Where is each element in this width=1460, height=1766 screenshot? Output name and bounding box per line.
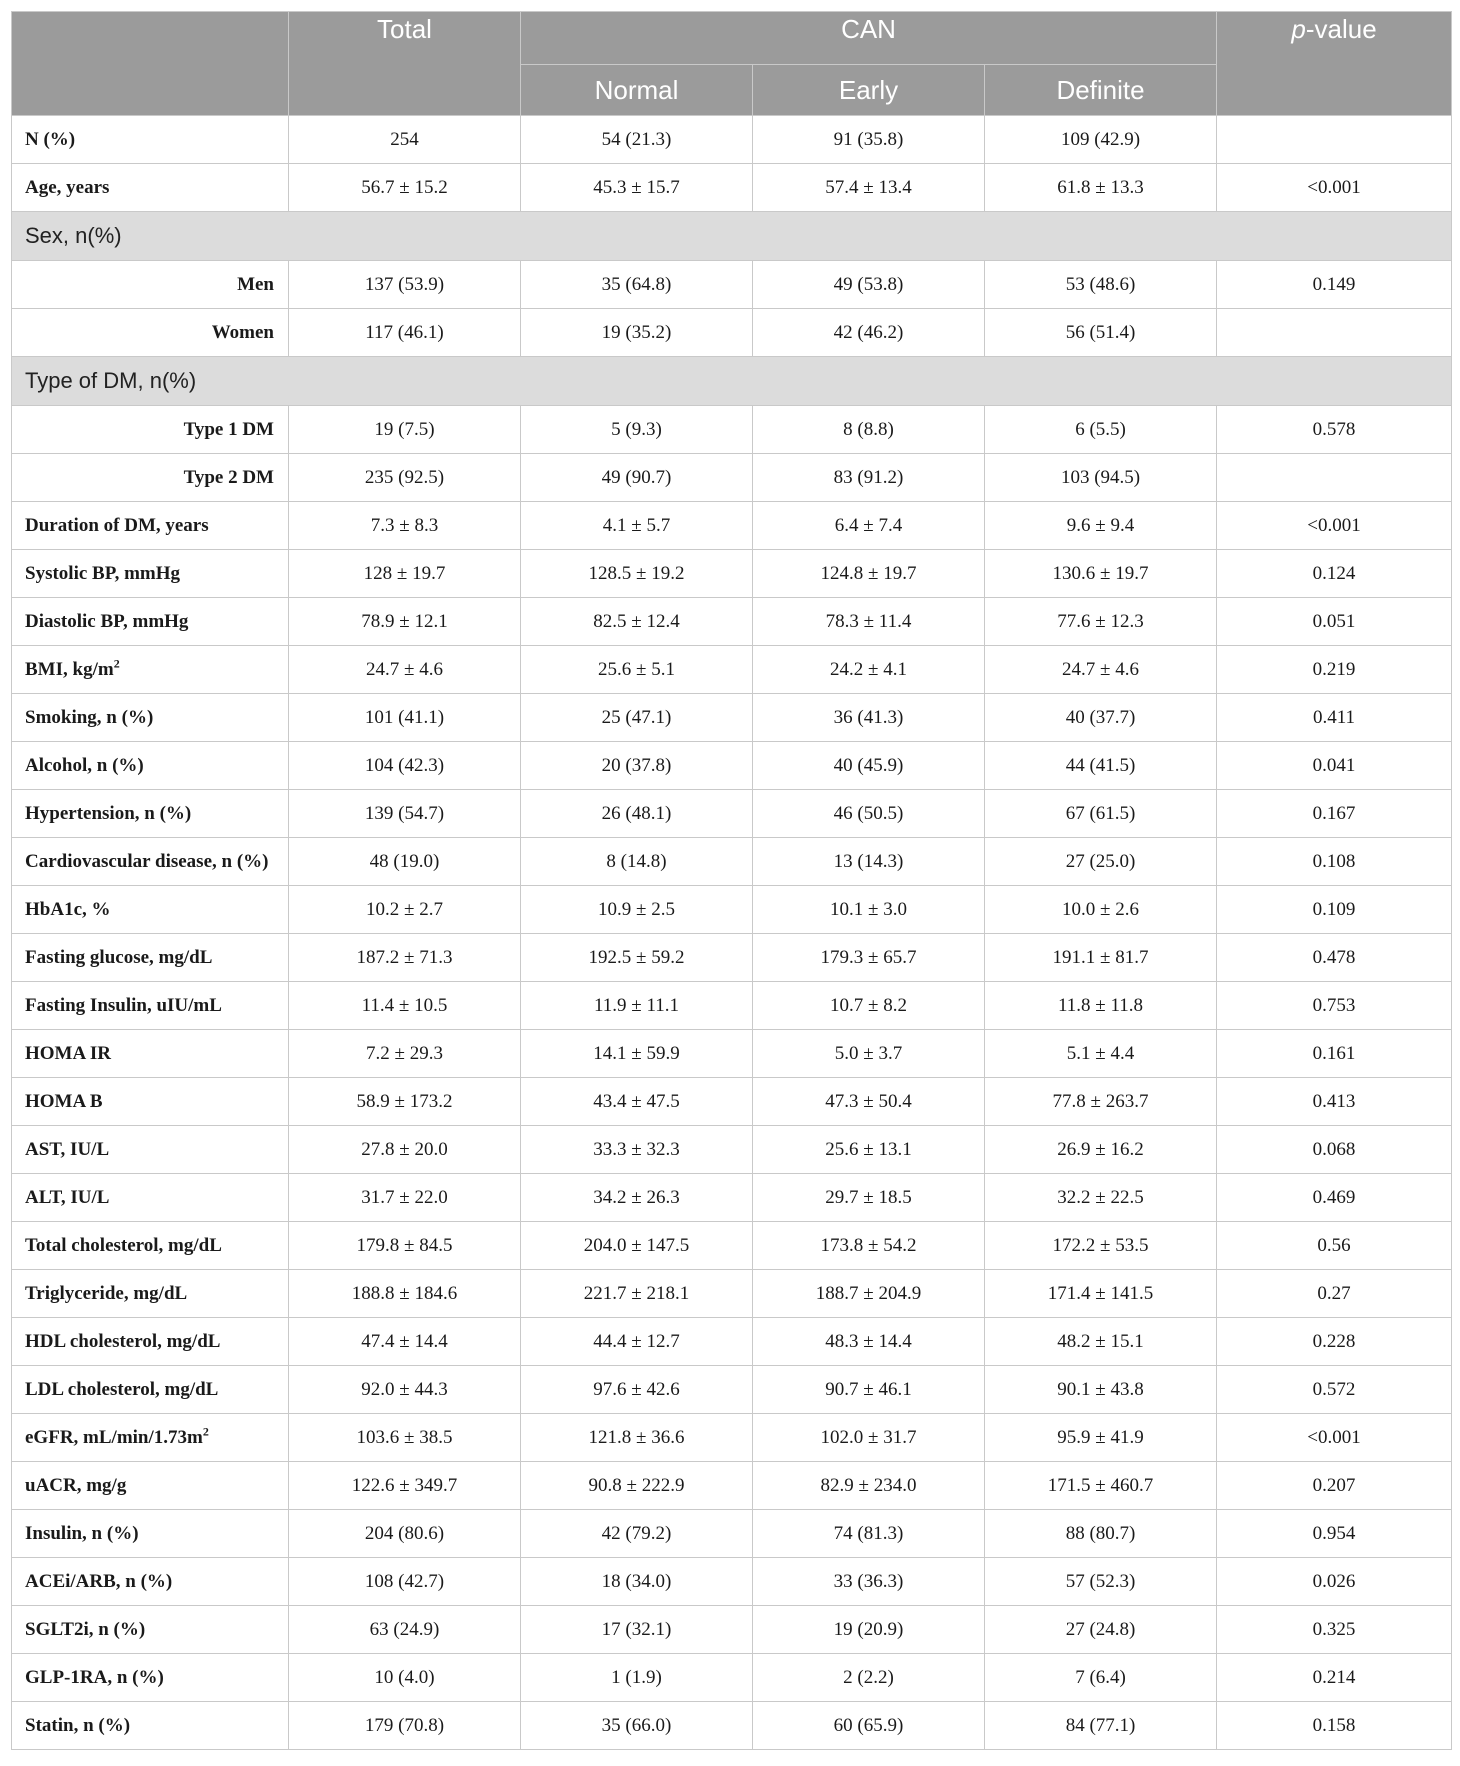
row-label-text: Hypertension, n (%) bbox=[25, 802, 192, 824]
cell-early: 91 (35.8) bbox=[753, 116, 985, 164]
cell-definite: 130.6 ± 19.7 bbox=[985, 550, 1217, 598]
table-row bbox=[12, 1606, 1452, 1654]
row-label-text: Total cholesterol, mg/dL bbox=[25, 1234, 222, 1256]
cell-pvalue: 0.228 bbox=[1217, 1318, 1452, 1366]
cell-pvalue: <0.001 bbox=[1217, 1414, 1452, 1462]
cell-early: 78.3 ± 11.4 bbox=[753, 598, 985, 646]
cell-total: 179 (70.8) bbox=[289, 1702, 521, 1750]
section-label: Sex, n(%) bbox=[12, 212, 1452, 261]
header-blank-cell bbox=[12, 12, 289, 116]
cell-normal: 204.0 ± 147.5 bbox=[521, 1222, 753, 1270]
cell-total: 137 (53.9) bbox=[289, 261, 521, 309]
header-early: Early bbox=[753, 65, 985, 116]
cell-early: 24.2 ± 4.1 bbox=[753, 646, 985, 694]
row-label-text: Fasting glucose, mg/dL bbox=[25, 946, 213, 968]
row-label bbox=[12, 598, 289, 646]
row-label-text: Insulin, n (%) bbox=[25, 1522, 139, 1544]
cell-pvalue: 0.478 bbox=[1217, 934, 1452, 982]
row-label bbox=[12, 1126, 289, 1174]
cell-definite: 9.6 ± 9.4 bbox=[985, 502, 1217, 550]
cell-early: 8 (8.8) bbox=[753, 406, 985, 454]
cell-total: 101 (41.1) bbox=[289, 694, 521, 742]
cell-pvalue: 0.214 bbox=[1217, 1654, 1452, 1702]
row-label bbox=[12, 1174, 289, 1222]
cell-total: 254 bbox=[289, 116, 521, 164]
cell-pvalue: 0.108 bbox=[1217, 838, 1452, 886]
row-label-text: Statin, n (%) bbox=[25, 1714, 131, 1736]
cell-early: 173.8 ± 54.2 bbox=[753, 1222, 985, 1270]
cell-definite: 24.7 ± 4.6 bbox=[985, 646, 1217, 694]
row-label bbox=[12, 1078, 289, 1126]
cell-pvalue: <0.001 bbox=[1217, 502, 1452, 550]
cell-early: 36 (41.3) bbox=[753, 694, 985, 742]
cell-pvalue bbox=[1217, 116, 1452, 164]
cell-normal: 35 (64.8) bbox=[521, 261, 753, 309]
cell-definite: 171.5 ± 460.7 bbox=[985, 1462, 1217, 1510]
header-row-top bbox=[12, 12, 1452, 65]
section-row bbox=[12, 357, 1452, 406]
cell-total: 139 (54.7) bbox=[289, 790, 521, 838]
table-body bbox=[12, 116, 1452, 1750]
cell-total: 31.7 ± 22.0 bbox=[289, 1174, 521, 1222]
section-row bbox=[12, 212, 1452, 261]
row-label-text: Age, years bbox=[25, 176, 110, 198]
table-row bbox=[12, 982, 1452, 1030]
cell-normal: 1 (1.9) bbox=[521, 1654, 753, 1702]
row-label-text: Triglyceride, mg/dL bbox=[25, 1282, 188, 1304]
cell-pvalue: 0.207 bbox=[1217, 1462, 1452, 1510]
cell-normal: 121.8 ± 36.6 bbox=[521, 1414, 753, 1462]
cell-total: 58.9 ± 173.2 bbox=[289, 1078, 521, 1126]
cell-definite: 56 (51.4) bbox=[985, 309, 1217, 357]
table-row bbox=[12, 790, 1452, 838]
cell-early: 90.7 ± 46.1 bbox=[753, 1366, 985, 1414]
cell-definite: 57 (52.3) bbox=[985, 1558, 1217, 1606]
cell-normal: 90.8 ± 222.9 bbox=[521, 1462, 753, 1510]
cell-definite: 7 (6.4) bbox=[985, 1654, 1217, 1702]
cell-pvalue: 0.578 bbox=[1217, 406, 1452, 454]
cell-normal: 97.6 ± 42.6 bbox=[521, 1366, 753, 1414]
cell-early: 33 (36.3) bbox=[753, 1558, 985, 1606]
cell-definite: 61.8 ± 13.3 bbox=[985, 164, 1217, 212]
row-label-text: Smoking, n (%) bbox=[25, 706, 154, 728]
row-label-text: Men bbox=[237, 273, 274, 295]
row-label bbox=[12, 1606, 289, 1654]
cell-pvalue: 0.068 bbox=[1217, 1126, 1452, 1174]
row-label bbox=[12, 1654, 289, 1702]
cell-normal: 82.5 ± 12.4 bbox=[521, 598, 753, 646]
row-label-text: Diastolic BP, mmHg bbox=[25, 610, 189, 632]
row-label bbox=[12, 886, 289, 934]
cell-normal: 5 (9.3) bbox=[521, 406, 753, 454]
row-label bbox=[12, 502, 289, 550]
cell-total: 78.9 ± 12.1 bbox=[289, 598, 521, 646]
header-pvalue-rest: -value bbox=[1305, 14, 1377, 44]
cell-definite: 27 (25.0) bbox=[985, 838, 1217, 886]
table-row bbox=[12, 1126, 1452, 1174]
cell-early: 29.7 ± 18.5 bbox=[753, 1174, 985, 1222]
table-row bbox=[12, 886, 1452, 934]
cell-pvalue bbox=[1217, 454, 1452, 502]
cell-early: 179.3 ± 65.7 bbox=[753, 934, 985, 982]
cell-definite: 171.4 ± 141.5 bbox=[985, 1270, 1217, 1318]
cell-total: 117 (46.1) bbox=[289, 309, 521, 357]
cell-definite: 77.8 ± 263.7 bbox=[985, 1078, 1217, 1126]
row-label-text: HbA1c, % bbox=[25, 898, 111, 920]
cell-early: 5.0 ± 3.7 bbox=[753, 1030, 985, 1078]
cell-pvalue: 0.411 bbox=[1217, 694, 1452, 742]
cell-normal: 43.4 ± 47.5 bbox=[521, 1078, 753, 1126]
cell-normal: 19 (35.2) bbox=[521, 309, 753, 357]
header-normal: Normal bbox=[521, 65, 753, 116]
cell-normal: 49 (90.7) bbox=[521, 454, 753, 502]
cell-early: 40 (45.9) bbox=[753, 742, 985, 790]
table-row bbox=[12, 1174, 1452, 1222]
cell-normal: 35 (66.0) bbox=[521, 1702, 753, 1750]
row-label bbox=[12, 550, 289, 598]
cell-normal: 54 (21.3) bbox=[521, 116, 753, 164]
cell-pvalue: 0.954 bbox=[1217, 1510, 1452, 1558]
cell-normal: 33.3 ± 32.3 bbox=[521, 1126, 753, 1174]
row-label bbox=[12, 790, 289, 838]
cell-definite: 67 (61.5) bbox=[985, 790, 1217, 838]
row-label bbox=[12, 934, 289, 982]
row-label bbox=[12, 1366, 289, 1414]
row-label-text: SGLT2i, n (%) bbox=[25, 1618, 146, 1640]
cell-early: 19 (20.9) bbox=[753, 1606, 985, 1654]
cell-total: 235 (92.5) bbox=[289, 454, 521, 502]
cell-normal: 42 (79.2) bbox=[521, 1510, 753, 1558]
cell-early: 102.0 ± 31.7 bbox=[753, 1414, 985, 1462]
cell-normal: 25 (47.1) bbox=[521, 694, 753, 742]
row-label bbox=[12, 1414, 289, 1462]
cell-total: 24.7 ± 4.6 bbox=[289, 646, 521, 694]
cell-total: 188.8 ± 184.6 bbox=[289, 1270, 521, 1318]
table-row bbox=[12, 1318, 1452, 1366]
cell-total: 104 (42.3) bbox=[289, 742, 521, 790]
table-row bbox=[12, 116, 1452, 164]
cell-definite: 109 (42.9) bbox=[985, 116, 1217, 164]
cell-normal: 34.2 ± 26.3 bbox=[521, 1174, 753, 1222]
cell-total: 7.3 ± 8.3 bbox=[289, 502, 521, 550]
cell-early: 74 (81.3) bbox=[753, 1510, 985, 1558]
cell-pvalue: 0.753 bbox=[1217, 982, 1452, 1030]
cell-pvalue: 0.149 bbox=[1217, 261, 1452, 309]
table-row bbox=[12, 934, 1452, 982]
table-row bbox=[12, 261, 1452, 309]
row-label-text: HDL cholesterol, mg/dL bbox=[25, 1330, 221, 1352]
cell-early: 49 (53.8) bbox=[753, 261, 985, 309]
cell-definite: 32.2 ± 22.5 bbox=[985, 1174, 1217, 1222]
table-row bbox=[12, 1270, 1452, 1318]
row-label bbox=[12, 406, 289, 454]
cell-normal: 44.4 ± 12.7 bbox=[521, 1318, 753, 1366]
row-label bbox=[12, 982, 289, 1030]
cell-total: 122.6 ± 349.7 bbox=[289, 1462, 521, 1510]
cell-total: 48 (19.0) bbox=[289, 838, 521, 886]
cell-normal: 221.7 ± 218.1 bbox=[521, 1270, 753, 1318]
table-row bbox=[12, 1078, 1452, 1126]
cell-definite: 26.9 ± 16.2 bbox=[985, 1126, 1217, 1174]
cell-definite: 88 (80.7) bbox=[985, 1510, 1217, 1558]
cell-total: 19 (7.5) bbox=[289, 406, 521, 454]
row-label-superscript: 2 bbox=[202, 1424, 209, 1439]
cell-definite: 84 (77.1) bbox=[985, 1702, 1217, 1750]
row-label bbox=[12, 1510, 289, 1558]
cell-definite: 10.0 ± 2.6 bbox=[985, 886, 1217, 934]
table-row bbox=[12, 598, 1452, 646]
cell-early: 46 (50.5) bbox=[753, 790, 985, 838]
row-label bbox=[12, 1462, 289, 1510]
row-label bbox=[12, 309, 289, 357]
cell-total: 187.2 ± 71.3 bbox=[289, 934, 521, 982]
cell-definite: 11.8 ± 11.8 bbox=[985, 982, 1217, 1030]
cell-pvalue: 0.56 bbox=[1217, 1222, 1452, 1270]
cell-pvalue: 0.413 bbox=[1217, 1078, 1452, 1126]
section-label: Type of DM, n(%) bbox=[12, 357, 1452, 406]
row-label-text: Duration of DM, years bbox=[25, 514, 209, 536]
cell-pvalue: 0.109 bbox=[1217, 886, 1452, 934]
table-row bbox=[12, 1414, 1452, 1462]
cell-normal: 192.5 ± 59.2 bbox=[521, 934, 753, 982]
cell-definite: 103 (94.5) bbox=[985, 454, 1217, 502]
table-row bbox=[12, 694, 1452, 742]
cell-total: 7.2 ± 29.3 bbox=[289, 1030, 521, 1078]
row-label bbox=[12, 1702, 289, 1750]
cell-early: 2 (2.2) bbox=[753, 1654, 985, 1702]
cell-definite: 90.1 ± 43.8 bbox=[985, 1366, 1217, 1414]
cell-pvalue: 0.219 bbox=[1217, 646, 1452, 694]
cell-total: 56.7 ± 15.2 bbox=[289, 164, 521, 212]
table-row bbox=[12, 1558, 1452, 1606]
cell-normal: 20 (37.8) bbox=[521, 742, 753, 790]
table-row bbox=[12, 1654, 1452, 1702]
cell-normal: 11.9 ± 11.1 bbox=[521, 982, 753, 1030]
cell-definite: 172.2 ± 53.5 bbox=[985, 1222, 1217, 1270]
row-label bbox=[12, 694, 289, 742]
cell-definite: 27 (24.8) bbox=[985, 1606, 1217, 1654]
table-row bbox=[12, 1510, 1452, 1558]
row-label bbox=[12, 454, 289, 502]
row-label bbox=[12, 1270, 289, 1318]
cell-definite: 44 (41.5) bbox=[985, 742, 1217, 790]
table-row bbox=[12, 1702, 1452, 1750]
row-label-text: N (%) bbox=[25, 128, 76, 150]
cell-pvalue: 0.158 bbox=[1217, 1702, 1452, 1750]
cell-definite: 6 (5.5) bbox=[985, 406, 1217, 454]
cell-early: 188.7 ± 204.9 bbox=[753, 1270, 985, 1318]
cell-total: 103.6 ± 38.5 bbox=[289, 1414, 521, 1462]
cell-total: 108 (42.7) bbox=[289, 1558, 521, 1606]
cell-definite: 40 (37.7) bbox=[985, 694, 1217, 742]
table-container bbox=[11, 11, 1451, 1750]
row-label-superscript: 2 bbox=[113, 656, 120, 671]
cell-pvalue: 0.124 bbox=[1217, 550, 1452, 598]
cell-total: 47.4 ± 14.4 bbox=[289, 1318, 521, 1366]
cell-total: 11.4 ± 10.5 bbox=[289, 982, 521, 1030]
row-label bbox=[12, 164, 289, 212]
row-label-text: Systolic BP, mmHg bbox=[25, 562, 180, 584]
cell-definite: 95.9 ± 41.9 bbox=[985, 1414, 1217, 1462]
row-label bbox=[12, 1030, 289, 1078]
row-label bbox=[12, 116, 289, 164]
cell-normal: 18 (34.0) bbox=[521, 1558, 753, 1606]
cell-normal: 25.6 ± 5.1 bbox=[521, 646, 753, 694]
row-label bbox=[12, 838, 289, 886]
cell-early: 25.6 ± 13.1 bbox=[753, 1126, 985, 1174]
cell-early: 48.3 ± 14.4 bbox=[753, 1318, 985, 1366]
cell-normal: 8 (14.8) bbox=[521, 838, 753, 886]
cell-definite: 5.1 ± 4.4 bbox=[985, 1030, 1217, 1078]
cell-early: 42 (46.2) bbox=[753, 309, 985, 357]
cell-total: 179.8 ± 84.5 bbox=[289, 1222, 521, 1270]
table-row bbox=[12, 646, 1452, 694]
table-row bbox=[12, 164, 1452, 212]
cell-pvalue: 0.469 bbox=[1217, 1174, 1452, 1222]
table-row bbox=[12, 838, 1452, 886]
cell-early: 6.4 ± 7.4 bbox=[753, 502, 985, 550]
row-label-text: HOMA IR bbox=[25, 1042, 112, 1064]
table-row bbox=[12, 1030, 1452, 1078]
cell-normal: 26 (48.1) bbox=[521, 790, 753, 838]
row-label-text: Type 2 DM bbox=[183, 466, 274, 488]
cell-pvalue: 0.325 bbox=[1217, 1606, 1452, 1654]
cell-total: 10.2 ± 2.7 bbox=[289, 886, 521, 934]
cell-pvalue: 0.051 bbox=[1217, 598, 1452, 646]
cell-normal: 17 (32.1) bbox=[521, 1606, 753, 1654]
header-total: Total bbox=[289, 12, 521, 116]
table-row bbox=[12, 406, 1452, 454]
header-pvalue-italic: p bbox=[1291, 14, 1306, 44]
cell-total: 128 ± 19.7 bbox=[289, 550, 521, 598]
cell-early: 82.9 ± 234.0 bbox=[753, 1462, 985, 1510]
table-row bbox=[12, 502, 1452, 550]
cell-total: 27.8 ± 20.0 bbox=[289, 1126, 521, 1174]
cell-definite: 191.1 ± 81.7 bbox=[985, 934, 1217, 982]
header-can-group: CAN bbox=[521, 12, 1217, 65]
table-row bbox=[12, 1222, 1452, 1270]
header-pvalue bbox=[1217, 12, 1452, 116]
table-row bbox=[12, 1366, 1452, 1414]
row-label-text: BMI, kg/m bbox=[25, 658, 114, 680]
row-label-text: AST, IU/L bbox=[25, 1138, 110, 1160]
row-label-text: GLP-1RA, n (%) bbox=[25, 1666, 164, 1688]
cell-definite: 48.2 ± 15.1 bbox=[985, 1318, 1217, 1366]
cell-normal: 4.1 ± 5.7 bbox=[521, 502, 753, 550]
row-label bbox=[12, 1558, 289, 1606]
row-label-text: Type 1 DM bbox=[183, 418, 274, 440]
cell-total: 204 (80.6) bbox=[289, 1510, 521, 1558]
row-label-text: HOMA B bbox=[25, 1090, 103, 1112]
cell-early: 124.8 ± 19.7 bbox=[753, 550, 985, 598]
cell-pvalue: 0.167 bbox=[1217, 790, 1452, 838]
characteristics-table bbox=[11, 11, 1452, 1750]
cell-early: 83 (91.2) bbox=[753, 454, 985, 502]
row-label-text: Fasting Insulin, uIU/mL bbox=[25, 994, 222, 1016]
row-label-text: Women bbox=[211, 321, 274, 343]
row-label-text: LDL cholesterol, mg/dL bbox=[25, 1378, 219, 1400]
table-row bbox=[12, 309, 1452, 357]
row-label-text: eGFR, mL/min/1.73m bbox=[25, 1426, 203, 1448]
cell-pvalue: 0.026 bbox=[1217, 1558, 1452, 1606]
cell-normal: 14.1 ± 59.9 bbox=[521, 1030, 753, 1078]
cell-early: 10.1 ± 3.0 bbox=[753, 886, 985, 934]
cell-pvalue: 0.27 bbox=[1217, 1270, 1452, 1318]
cell-pvalue bbox=[1217, 309, 1452, 357]
row-label-text: uACR, mg/g bbox=[25, 1474, 127, 1496]
table-row bbox=[12, 550, 1452, 598]
cell-early: 57.4 ± 13.4 bbox=[753, 164, 985, 212]
cell-definite: 77.6 ± 12.3 bbox=[985, 598, 1217, 646]
row-label bbox=[12, 646, 289, 694]
cell-pvalue: 0.572 bbox=[1217, 1366, 1452, 1414]
row-label bbox=[12, 742, 289, 790]
table-header bbox=[12, 12, 1452, 116]
cell-normal: 45.3 ± 15.7 bbox=[521, 164, 753, 212]
cell-pvalue: 0.161 bbox=[1217, 1030, 1452, 1078]
table-row bbox=[12, 742, 1452, 790]
cell-early: 60 (65.9) bbox=[753, 1702, 985, 1750]
row-label-text: ACEi/ARB, n (%) bbox=[25, 1570, 173, 1592]
row-label bbox=[12, 261, 289, 309]
table-row bbox=[12, 454, 1452, 502]
row-label-text: Cardiovascular disease, n (%) bbox=[25, 850, 269, 872]
cell-total: 10 (4.0) bbox=[289, 1654, 521, 1702]
cell-pvalue: 0.041 bbox=[1217, 742, 1452, 790]
cell-early: 47.3 ± 50.4 bbox=[753, 1078, 985, 1126]
cell-pvalue: <0.001 bbox=[1217, 164, 1452, 212]
row-label-text: Alcohol, n (%) bbox=[25, 754, 144, 776]
row-label-text: ALT, IU/L bbox=[25, 1186, 110, 1208]
cell-normal: 128.5 ± 19.2 bbox=[521, 550, 753, 598]
row-label bbox=[12, 1318, 289, 1366]
cell-early: 13 (14.3) bbox=[753, 838, 985, 886]
cell-total: 92.0 ± 44.3 bbox=[289, 1366, 521, 1414]
row-label bbox=[12, 1222, 289, 1270]
cell-normal: 10.9 ± 2.5 bbox=[521, 886, 753, 934]
table-row bbox=[12, 1462, 1452, 1510]
cell-total: 63 (24.9) bbox=[289, 1606, 521, 1654]
cell-early: 10.7 ± 8.2 bbox=[753, 982, 985, 1030]
header-definite: Definite bbox=[985, 65, 1217, 116]
cell-definite: 53 (48.6) bbox=[985, 261, 1217, 309]
